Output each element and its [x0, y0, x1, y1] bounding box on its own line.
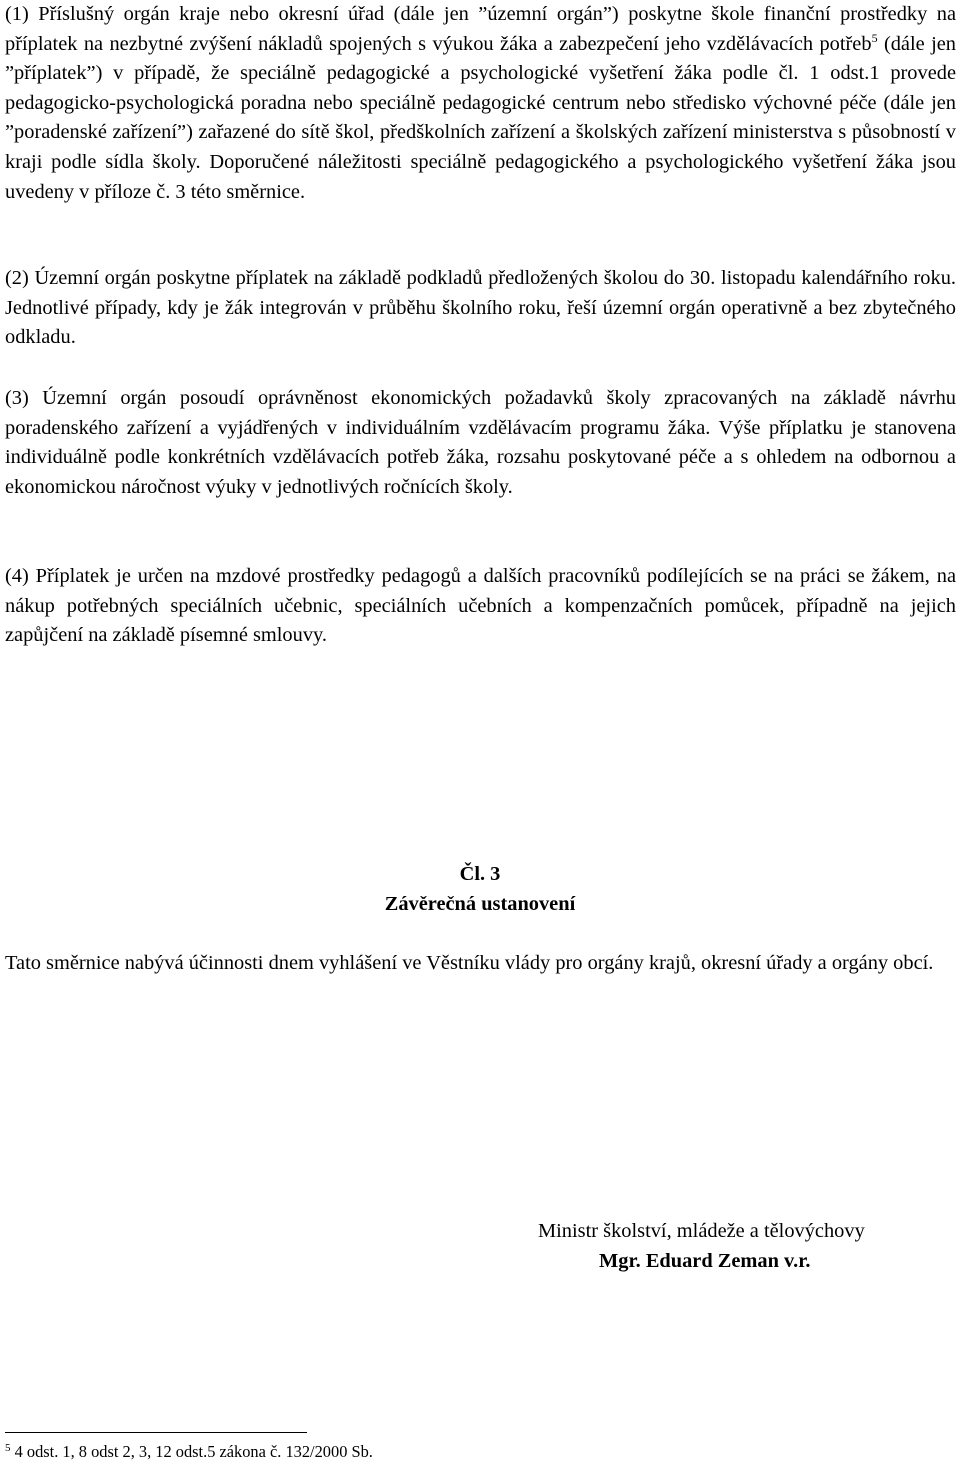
article-number: Čl. 3: [459, 863, 501, 885]
article-title: Závěrečná ustanovení: [384, 893, 576, 915]
paragraph-4: (4) Příplatek je určen na mzdové prostředky pedagogů a dalších pracovníků podílejících se na práci se žákem, na nákup potřebných speciálních učebnic, speciálních učebních a kompenzačních pomůcek, případně na jejich zapůjčení na základě písemné smlouvy.: [5, 565, 956, 647]
paragraph-1-text-end: (dále jen ”příplatek”) v případě, že speciálně pedagogické a psychologické vyšetření žáka podle čl. 1 odst.1 provede pedagogicko-psychologická poradna nebo speciálně pedagogické centrum nebo středisko výchovné péče (dále jen ”poradenské zařízení”) zařazené do sítě škol, předškolních zařízení a školských zařízení ministerstva s působností v kraji podle sídla školy. Doporučené náležitosti speciálně pedagogického a psychologického vyšetření žáka jsou uvedeny v příloze č. 3 této směrnice.: [5, 32, 956, 203]
signatory-role: Ministr školství, mládeže a tělovýchovy: [538, 1220, 865, 1242]
footnote-separator: [5, 1432, 307, 1433]
paragraph-2: (2) Územní orgán poskytne příplatek na základě podkladů předložených školou do 30. listopadu kalendářního roku. Jednotlivé případy, kdy je žák integrován v průběhu školního roku, řeší územní orgán operativně a bez zbytečného odkladu.: [5, 267, 956, 349]
paragraph-3: (3) Územní orgán posoudí oprávněnost ekonomických požadavků školy zpracovaných na základě návrhu poradenského zařízení a vyjádřených v individuálním vzdělávacím programu žáka. Výše příplatku je stanovena individuálně podle konkrétních vzdělávacích potřeb žáka, rozsahu poskytované péče a s ohledem na odbornou a ekonomickou náročnost výuky v jednotlivých ročnících školy.: [5, 387, 956, 498]
footnote-marker: 5: [5, 1442, 11, 1454]
paragraph-1-text-start: (1) Příslušný orgán kraje nebo okresní úřad (dále jen ”územní orgán”) poskytne škole finanční prostředky na příplatek na nezbytné zvýšení nákladů spojených s výukou žáka a zabezpečení jeho vzdělávacích potřeb: [5, 3, 956, 55]
footnote-reference[interactable]: 5: [871, 30, 878, 45]
footnote-text: 4 odst. 1, 8 odst 2, 3, 12 odst.5 zákona č. 132/2000 Sb.: [10, 1442, 373, 1461]
article-text: Tato směrnice nabývá účinnosti dnem vyhlášení ve Věstníku vlády pro orgány krajů, okresní úřady a orgány obcí.: [5, 952, 934, 974]
footnote: [5, 1441, 905, 1463]
paragraph-1: [5, 0, 956, 207]
signatory-name: Mgr. Eduard Zeman v.r.: [599, 1250, 811, 1272]
